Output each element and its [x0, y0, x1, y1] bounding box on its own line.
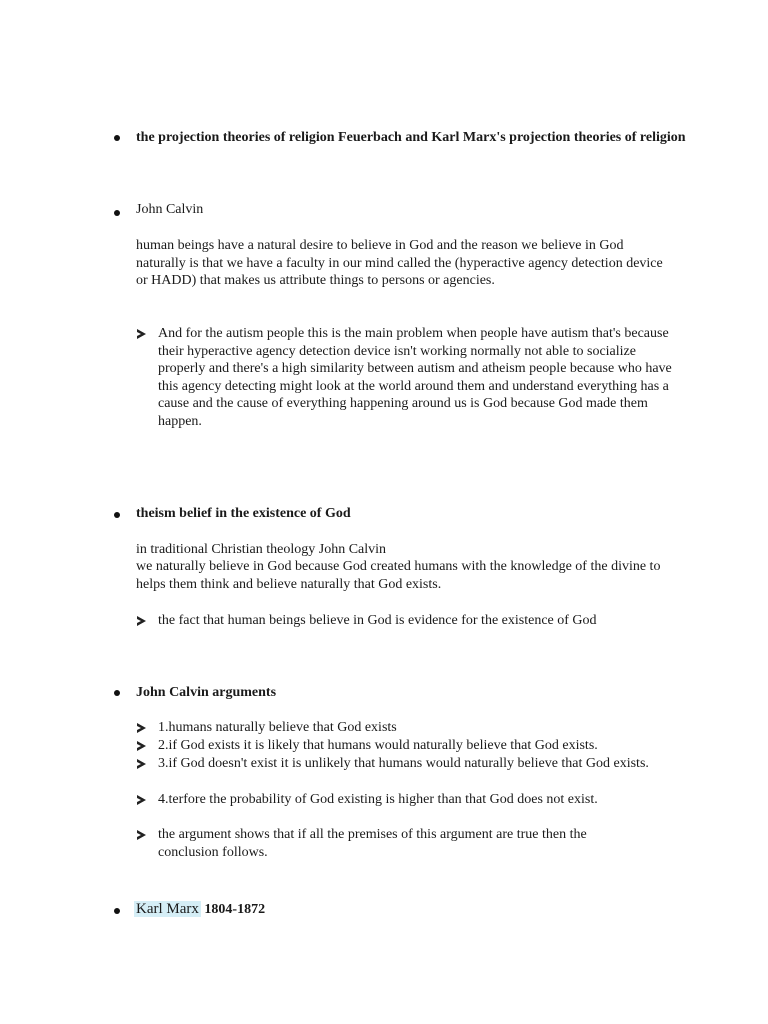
arrow-bullet-icon [137, 759, 146, 769]
s3-line1: in traditional Christian theology John Calvin [136, 542, 387, 557]
arrow-bullet-icon [137, 741, 146, 751]
arrow-bullet-icon [137, 616, 146, 626]
bullet-dot [114, 135, 120, 141]
s3-arrow-text: the fact that human beings believe in God is evidence for the existence of God [158, 613, 597, 628]
s2-heading: John Calvin [136, 202, 204, 217]
s1-heading: the projection theories of religion Feuerbach and Karl Marx's projection theories of religion [136, 130, 686, 145]
s4-conclusion: the argument shows that if all the premises of this argument are true then the conclusion follows. [158, 827, 587, 860]
s2-paragraph: human beings have a natural desire to believe in God and the reason we believe in God naturally is that we have a faculty in our mind called the (hyperactive agency detection device or HADD) that makes us attribute things to persons or agencies. [136, 238, 663, 289]
arrow-bullet-icon [137, 795, 146, 805]
arrow-bullet-icon [137, 723, 146, 733]
s3-heading: theism belief in the existence of God [136, 506, 351, 521]
bullet-dot [114, 210, 120, 216]
s4-arg4: 4.terfore the probability of God existing is higher than that God does not exist. [158, 792, 598, 807]
s5-line [134, 901, 265, 919]
s2-arrow-text: And for the autism people this is the main problem when people have autism that's because their hyperactive agency detection device isn't working normally not able to socialize properly and there's a high similarity between autism and atheism people because who have this agency detecting might look at the world around them and understand everything has a cause and the cause of everything happening around us is God because God made them happen. [158, 326, 672, 429]
s4-arg2: 2.if God exists it is likely that humans would naturally believe that God exists. [158, 738, 598, 753]
bullet-dot [114, 512, 120, 518]
arrow-bullet-icon [137, 329, 146, 339]
karl-marx-link[interactable]: Karl Marx [136, 901, 199, 917]
s4-arg1: 1.humans naturally believe that God exists [158, 720, 397, 735]
s4-heading: John Calvin arguments [136, 685, 277, 700]
s3-paragraph: we naturally believe in God because God created humans with the knowledge of the divine to helps them think and believe naturally that God exists. [136, 559, 661, 592]
s4-arg3: 3.if God doesn't exist it is unlikely that humans would naturally believe that God exists. [158, 756, 649, 771]
bullet-dot [114, 908, 120, 914]
bullet-dot [114, 690, 120, 696]
s5-years: 1804-1872 [204, 902, 266, 917]
arrow-bullet-icon [137, 830, 146, 840]
